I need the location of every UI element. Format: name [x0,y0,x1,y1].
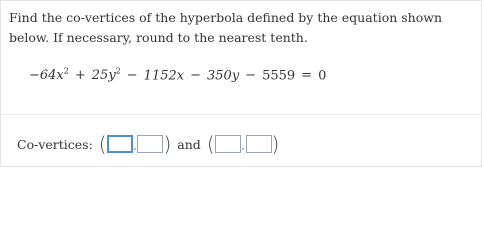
point2-y-input[interactable] [246,135,272,153]
divider [1,114,481,115]
close-paren-1: ) [163,132,172,156]
comma-2: , [241,142,245,152]
term-x: 1152x [143,68,185,84]
term-y-squared: $25y^2$ [91,67,121,84]
question-text: Find the co-vertices of the hyperbola defined by the equation shown below. If necessary, round to the nearest tenth. [9,10,442,45]
point2-x-input[interactable] [215,135,241,153]
comma-1: , [133,142,137,152]
term-constant: 5559 [262,68,296,84]
open-paren-2: ( [206,132,215,156]
hyperbola-equation: $-64x^2 + 25y^2 - 1152x - 350y - 5559 = 0$ [29,67,327,84]
co-vertices-label: Co-vertices: [17,136,93,152]
and-label: and [177,136,201,152]
term-y: 350y [207,68,240,84]
answer-row [17,133,279,155]
close-paren-2: ) [271,132,280,156]
equation-rhs: 0 [318,68,327,84]
point1-y-input[interactable] [137,135,163,153]
point1-x-input[interactable] [107,135,133,153]
open-paren-1: ( [98,132,107,156]
term-x-squared: $-64x^2$ [29,67,69,84]
